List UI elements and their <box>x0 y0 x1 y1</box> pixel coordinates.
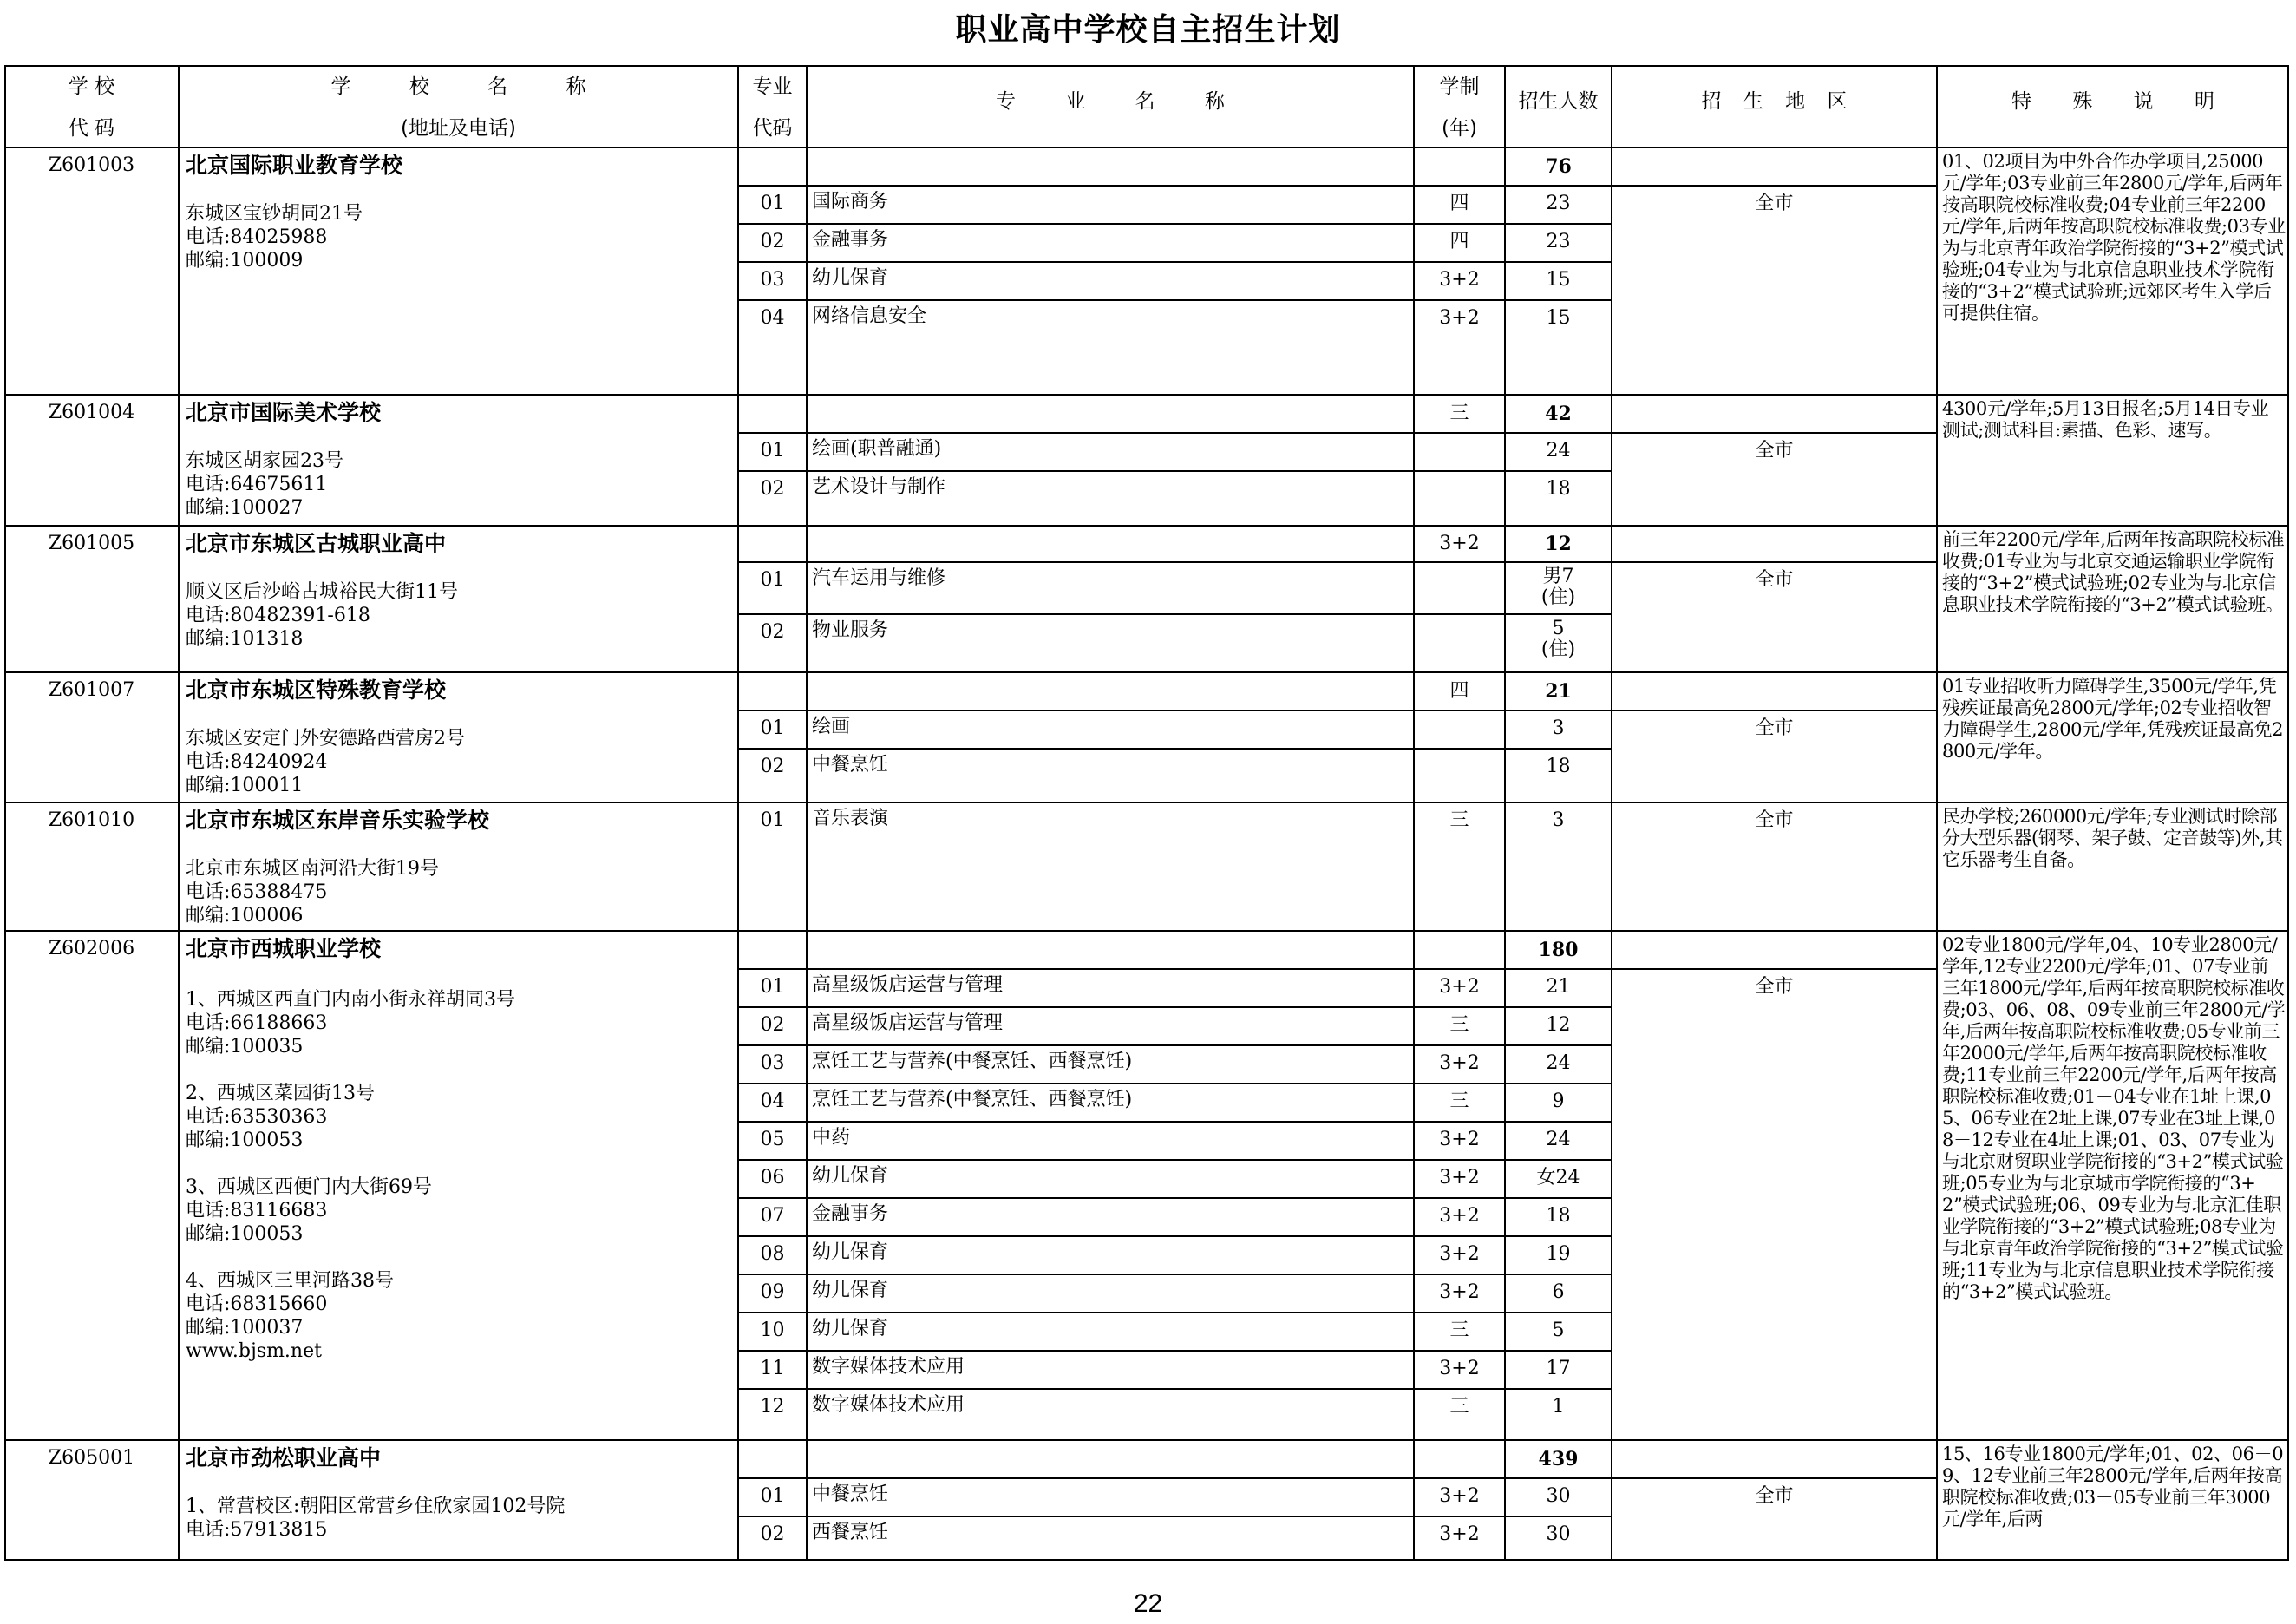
grid-line <box>738 1274 1612 1275</box>
major-duration: 三 <box>1449 1396 1469 1418</box>
school-address: 北京市东城区南河沿大街19号 电话:65388475 邮编:100006 <box>186 858 439 927</box>
major-name: 金融事务 <box>812 229 889 251</box>
grid-line <box>738 710 1612 711</box>
major-duration: 3+2 <box>1439 307 1480 329</box>
major-duration: 三 <box>1449 809 1469 831</box>
major-duration: 三 <box>1449 1014 1469 1036</box>
major-count-note: (住) <box>1540 586 1576 608</box>
special-notes: 民办学校;260000元/学年;专业测试时除部分大型乐器(钢琴、架子鼓、定音鼓等)外,其它乐器考生自备。 <box>1942 806 2283 870</box>
school-code: Z605001 <box>48 1447 135 1469</box>
major-code: 02 <box>760 1014 785 1036</box>
major-count: 30 <box>1546 1523 1571 1545</box>
major-name: 中餐烹饪 <box>812 754 889 776</box>
grid-line <box>4 1439 2289 1441</box>
summary-duration <box>1414 931 1505 969</box>
major-code: 09 <box>760 1281 785 1303</box>
special-notes: 4300元/学年;5月13日报名;5月14日专业测试;测试科目:素描、色彩、速写。 <box>1942 398 2269 441</box>
major-name: 幼儿保育 <box>812 1318 889 1339</box>
major-name: 烹饪工艺与营养(中餐烹饪、西餐烹饪) <box>812 1089 1133 1110</box>
major-duration: 3+2 <box>1439 1052 1480 1074</box>
enroll-region: 全市 <box>1755 193 1794 214</box>
major-code: 06 <box>760 1167 785 1189</box>
school-code: Z601004 <box>48 402 135 423</box>
school-name: 北京市东城区特殊教育学校 <box>186 678 447 703</box>
major-name: 中餐烹饪 <box>812 1483 889 1505</box>
major-duration: 3+2 <box>1439 976 1480 998</box>
special-notes: 01专业招收听力障碍学生,3500元/学年,凭残疾证最高免2800元/学年;02专业招收智力障碍学生,2800元/学年,凭残疾证最高免2800元/学年。 <box>1942 676 2284 762</box>
major-count: 23 <box>1546 231 1571 252</box>
major-duration <box>1414 567 1505 593</box>
major-duration: 三 <box>1449 1090 1469 1112</box>
page-number: 22 <box>1133 1589 1163 1618</box>
major-name: 数字媒体技术应用 <box>812 1356 965 1378</box>
school-code: Z602006 <box>48 938 135 959</box>
major-duration: 3+2 <box>1439 1129 1480 1150</box>
major-count: 15 <box>1546 269 1571 291</box>
major-code: 02 <box>760 756 785 777</box>
grid-line <box>1612 1477 1937 1479</box>
grid-line <box>738 470 1612 472</box>
grid-line <box>1612 432 1937 434</box>
major-count: 18 <box>1546 478 1571 500</box>
major-code: 01 <box>760 717 785 739</box>
major-duration <box>1414 438 1505 464</box>
enroll-region: 全市 <box>1755 976 1794 998</box>
major-duration <box>1414 716 1505 742</box>
major-count: 19 <box>1546 1243 1571 1265</box>
school-address: 东城区宝钞胡同21号 电话:84025988 邮编:100009 <box>186 203 363 272</box>
major-code: 01 <box>760 440 785 462</box>
enroll-region: 全市 <box>1755 569 1794 591</box>
major-count: 5 <box>1552 1320 1565 1341</box>
grid-line <box>738 1388 1612 1390</box>
summary-count: 439 <box>1538 1448 1579 1470</box>
major-code: 08 <box>760 1243 785 1265</box>
header-duration-line1: 学制 <box>1439 75 1480 98</box>
grid-line <box>738 432 1612 434</box>
school-address: 东城区胡家园23号 电话:64675611 邮编:100027 <box>186 450 343 519</box>
major-code: 05 <box>760 1129 785 1150</box>
major-duration: 3+2 <box>1439 1281 1480 1303</box>
header-school-name: 学 校 名 称 <box>330 75 586 98</box>
enroll-region: 全市 <box>1755 440 1794 462</box>
header-region: 招 生 地 区 <box>1701 90 1848 113</box>
grid-line <box>738 1516 1612 1517</box>
grid-line <box>4 394 2289 396</box>
grid-line <box>738 185 1612 187</box>
major-name: 网络信息安全 <box>812 305 927 327</box>
header-notes: 特 殊 说 明 <box>2011 90 2214 113</box>
major-code: 01 <box>760 193 785 214</box>
major-name: 金融事务 <box>812 1203 889 1225</box>
major-count: 23 <box>1546 193 1571 214</box>
school-name: 北京市国际美术学校 <box>186 400 382 425</box>
major-name: 高星级饭店运营与管理 <box>812 1012 1004 1034</box>
school-code: Z601010 <box>48 809 135 831</box>
grid-line <box>738 1006 1612 1008</box>
page-title: 职业高中学校自主招生计划 <box>955 12 1341 48</box>
summary-count: 76 <box>1545 155 1572 178</box>
summary-duration: 3+2 <box>1439 533 1480 554</box>
summary-count: 21 <box>1545 680 1572 703</box>
grid-line <box>1612 710 1937 711</box>
summary-duration <box>1414 1440 1505 1478</box>
grid-line <box>4 671 2289 673</box>
grid-line <box>738 1121 1612 1123</box>
major-count: 12 <box>1546 1014 1571 1036</box>
major-count: 1 <box>1552 1396 1565 1418</box>
major-name: 汽车运用与维修 <box>812 567 946 589</box>
major-count: 3 <box>1552 717 1565 739</box>
major-code: 01 <box>760 569 785 591</box>
grid-line <box>738 613 1612 615</box>
major-name: 绘画(职普融通) <box>812 438 942 460</box>
school-code: Z601003 <box>48 154 135 176</box>
school-name: 北京市西城职业学校 <box>186 936 382 961</box>
major-name: 幼儿保育 <box>812 267 889 289</box>
grid-line <box>738 223 1612 225</box>
major-count: 6 <box>1552 1281 1565 1303</box>
major-name: 物业服务 <box>812 619 889 641</box>
grid-line <box>4 525 2289 527</box>
school-code: Z601007 <box>48 679 135 701</box>
major-code: 04 <box>760 1090 785 1112</box>
major-code: 01 <box>760 976 785 998</box>
major-name: 中药 <box>812 1127 851 1149</box>
school-name: 北京市劲松职业高中 <box>186 1445 382 1470</box>
major-count: 18 <box>1546 756 1571 777</box>
header-major-code-line2: 代码 <box>752 117 793 140</box>
special-notes: 01、02项目为中外合作办学项目,25000元/学年;03专业前三年2800元/学年,后两年按高职院校标准收费;04专业前三年2200元/学年,后两年按高职院校标准收费;03专业为与北京青年政治学院衔接的“3+2”模式试验班;04专业为与北京信息职业技术学院衔接的“3+2”模式试验班;远郊区考生入学后可提供住宿。 <box>1942 151 2286 324</box>
major-name: 幼儿保育 <box>812 1280 889 1301</box>
major-code: 04 <box>760 307 785 329</box>
header-school-code-line2: 代 码 <box>68 117 115 140</box>
major-name: 幼儿保育 <box>812 1165 889 1187</box>
enroll-region: 全市 <box>1755 809 1794 831</box>
school-code: Z601005 <box>48 533 135 554</box>
major-duration: 3+2 <box>1439 1205 1480 1227</box>
summary-count: 180 <box>1538 939 1579 961</box>
major-count: 17 <box>1546 1358 1571 1379</box>
major-duration <box>1414 476 1505 502</box>
header-school-code-line1: 学 校 <box>68 75 115 98</box>
enroll-region: 全市 <box>1755 717 1794 739</box>
major-code: 02 <box>760 1523 785 1545</box>
grid-line <box>738 299 1612 301</box>
major-duration: 四 <box>1449 193 1469 214</box>
major-name: 绘画 <box>812 716 851 737</box>
special-notes: 02专业1800元/学年,04、10专业2800元/学年,12专业2200元/学年;01、07专业前三年1800元/学年,后两年按高职院校标准收费;03、06、08、09专业前三年2800元/学年,后两年按高职院校标准收费;05专业前三年2000元/学年,后两年按高职院校标准收费;11专业前三年2200元/学年,后两年按高职院校标准收费;01－04专业在1址上课,05、06专业在2址上课,07专业在3址上课,08－12专业在4址上课;01、03、07专业为与北京财贸职业学院衔接的“3+2”模式试验班;05专业为与北京城市学院衔接的“3+2”模式试验班;06、09专业为与北京汇佳职业学院衔接的“3+2”模式试验班;08专业为与北京青年政治学院衔接的“3+2”模式试验班;11专业为与北京信息职业技术学院衔接的“3+2”模式试验班。 <box>1942 934 2286 1302</box>
major-code: 02 <box>760 478 785 500</box>
major-count: 5 <box>1552 618 1565 639</box>
grid-line <box>738 1083 1612 1084</box>
special-notes: 15、16专业1800元/学年;01、02、06－09、12专业前三年2800元/学年,后两年按高职院校标准收费;03－05专业前三年3000元/学年,后两 <box>1942 1444 2284 1529</box>
major-count: 24 <box>1546 1129 1571 1150</box>
major-count: 女24 <box>1536 1167 1580 1189</box>
major-duration: 3+2 <box>1439 1485 1480 1507</box>
major-code: 03 <box>760 1052 785 1074</box>
major-duration: 3+2 <box>1439 1167 1480 1189</box>
major-count: 3 <box>1552 809 1565 831</box>
major-name: 幼儿保育 <box>812 1241 889 1263</box>
grid-line <box>738 968 1612 970</box>
grid-line <box>4 802 2289 803</box>
major-count: 30 <box>1546 1485 1571 1507</box>
major-duration: 四 <box>1449 231 1469 252</box>
major-code: 02 <box>760 621 785 643</box>
grid-line <box>1612 185 1937 187</box>
major-count: 15 <box>1546 307 1571 329</box>
grid-line <box>1612 561 1937 563</box>
special-notes: 前三年2200元/学年,后两年按高职院校标准收费;01专业为与北京交通运输职业学院衔接的“3+2”模式试验班;02专业为与北京信息职业技术学院衔接的“3+2”模式试验班。 <box>1942 529 2285 615</box>
major-duration: 3+2 <box>1439 1243 1480 1265</box>
grid-line <box>738 561 1612 563</box>
major-count-note: (住) <box>1540 638 1576 660</box>
grid-line <box>738 261 1612 263</box>
grid-line <box>1612 968 1937 970</box>
grid-line <box>738 1477 1612 1479</box>
major-code: 10 <box>760 1320 785 1341</box>
summary-duration <box>1414 147 1505 186</box>
major-count: 24 <box>1546 440 1571 462</box>
grid-line <box>4 930 2289 932</box>
major-name: 艺术设计与制作 <box>812 476 946 498</box>
school-address: 顺义区后沙峪古城裕民大街11号 电话:80482391-618 邮编:101318 <box>186 581 458 650</box>
header-school-name-sub: (地址及电话) <box>401 117 516 140</box>
major-duration: 三 <box>1449 1320 1469 1341</box>
grid-line <box>738 1159 1612 1161</box>
major-duration: 3+2 <box>1439 1358 1480 1379</box>
header-enroll: 招生人数 <box>1518 90 1599 113</box>
major-duration <box>1414 754 1505 780</box>
major-duration: 3+2 <box>1439 1523 1480 1545</box>
grid-line <box>738 1235 1612 1237</box>
school-address: 1、常营校区:朝阳区常营乡住欣家园102号院 电话:57913815 <box>186 1496 566 1541</box>
header-major-name: 专 业 名 称 <box>996 90 1225 113</box>
grid-line <box>738 1312 1612 1313</box>
header-duration-line2: (年) <box>1442 117 1477 140</box>
summary-duration: 四 <box>1449 680 1469 702</box>
major-code: 02 <box>760 231 785 252</box>
major-code: 12 <box>760 1396 785 1418</box>
major-name: 国际商务 <box>812 191 889 213</box>
major-count: 24 <box>1546 1052 1571 1074</box>
major-code: 07 <box>760 1205 785 1227</box>
summary-count: 12 <box>1545 533 1572 555</box>
major-count: 21 <box>1546 976 1571 998</box>
major-code: 11 <box>760 1358 785 1379</box>
school-address: 东城区安定门外安德路西营房2号 电话:84240924 邮编:100011 <box>186 728 465 796</box>
grid-line <box>738 1044 1612 1046</box>
school-name: 北京国际职业教育学校 <box>186 153 403 178</box>
major-count: 18 <box>1546 1205 1571 1227</box>
major-code: 01 <box>760 1485 785 1507</box>
major-code: 03 <box>760 269 785 291</box>
major-name: 音乐表演 <box>812 808 889 829</box>
major-code: 01 <box>760 809 785 831</box>
school-name: 北京市东城区东岸音乐实验学校 <box>186 808 490 833</box>
major-name: 西餐烹饪 <box>812 1522 889 1543</box>
major-name: 数字媒体技术应用 <box>812 1394 965 1416</box>
major-count: 9 <box>1552 1090 1565 1112</box>
major-name: 烹饪工艺与营养(中餐烹饪、西餐烹饪) <box>812 1051 1133 1072</box>
major-duration <box>1414 619 1505 645</box>
grid-line <box>738 748 1612 750</box>
school-name: 北京市东城区古城职业高中 <box>186 531 447 556</box>
major-count: 男7 <box>1542 566 1574 587</box>
school-address: 1、西城区西直门内南小街永祥胡同3号 电话:66188663 邮编:100035 2、西城区菜园街13号 电话:63530363 邮编:100053 3、西城区西便门内大街69号 电话:83116683 邮编:100053 4、西城区三里河路38号 电话:68315660 邮编:100037 www.bjsm.net <box>186 989 515 1362</box>
enroll-region: 全市 <box>1755 1485 1794 1507</box>
major-name: 高星级饭店运营与管理 <box>812 974 1004 996</box>
header-major-code-line1: 专业 <box>752 75 793 98</box>
grid-line <box>4 147 2289 148</box>
summary-duration: 三 <box>1449 403 1469 424</box>
summary-count: 42 <box>1545 403 1572 425</box>
grid-line <box>738 1350 1612 1352</box>
grid-line <box>738 1197 1612 1199</box>
major-duration: 3+2 <box>1439 269 1480 291</box>
